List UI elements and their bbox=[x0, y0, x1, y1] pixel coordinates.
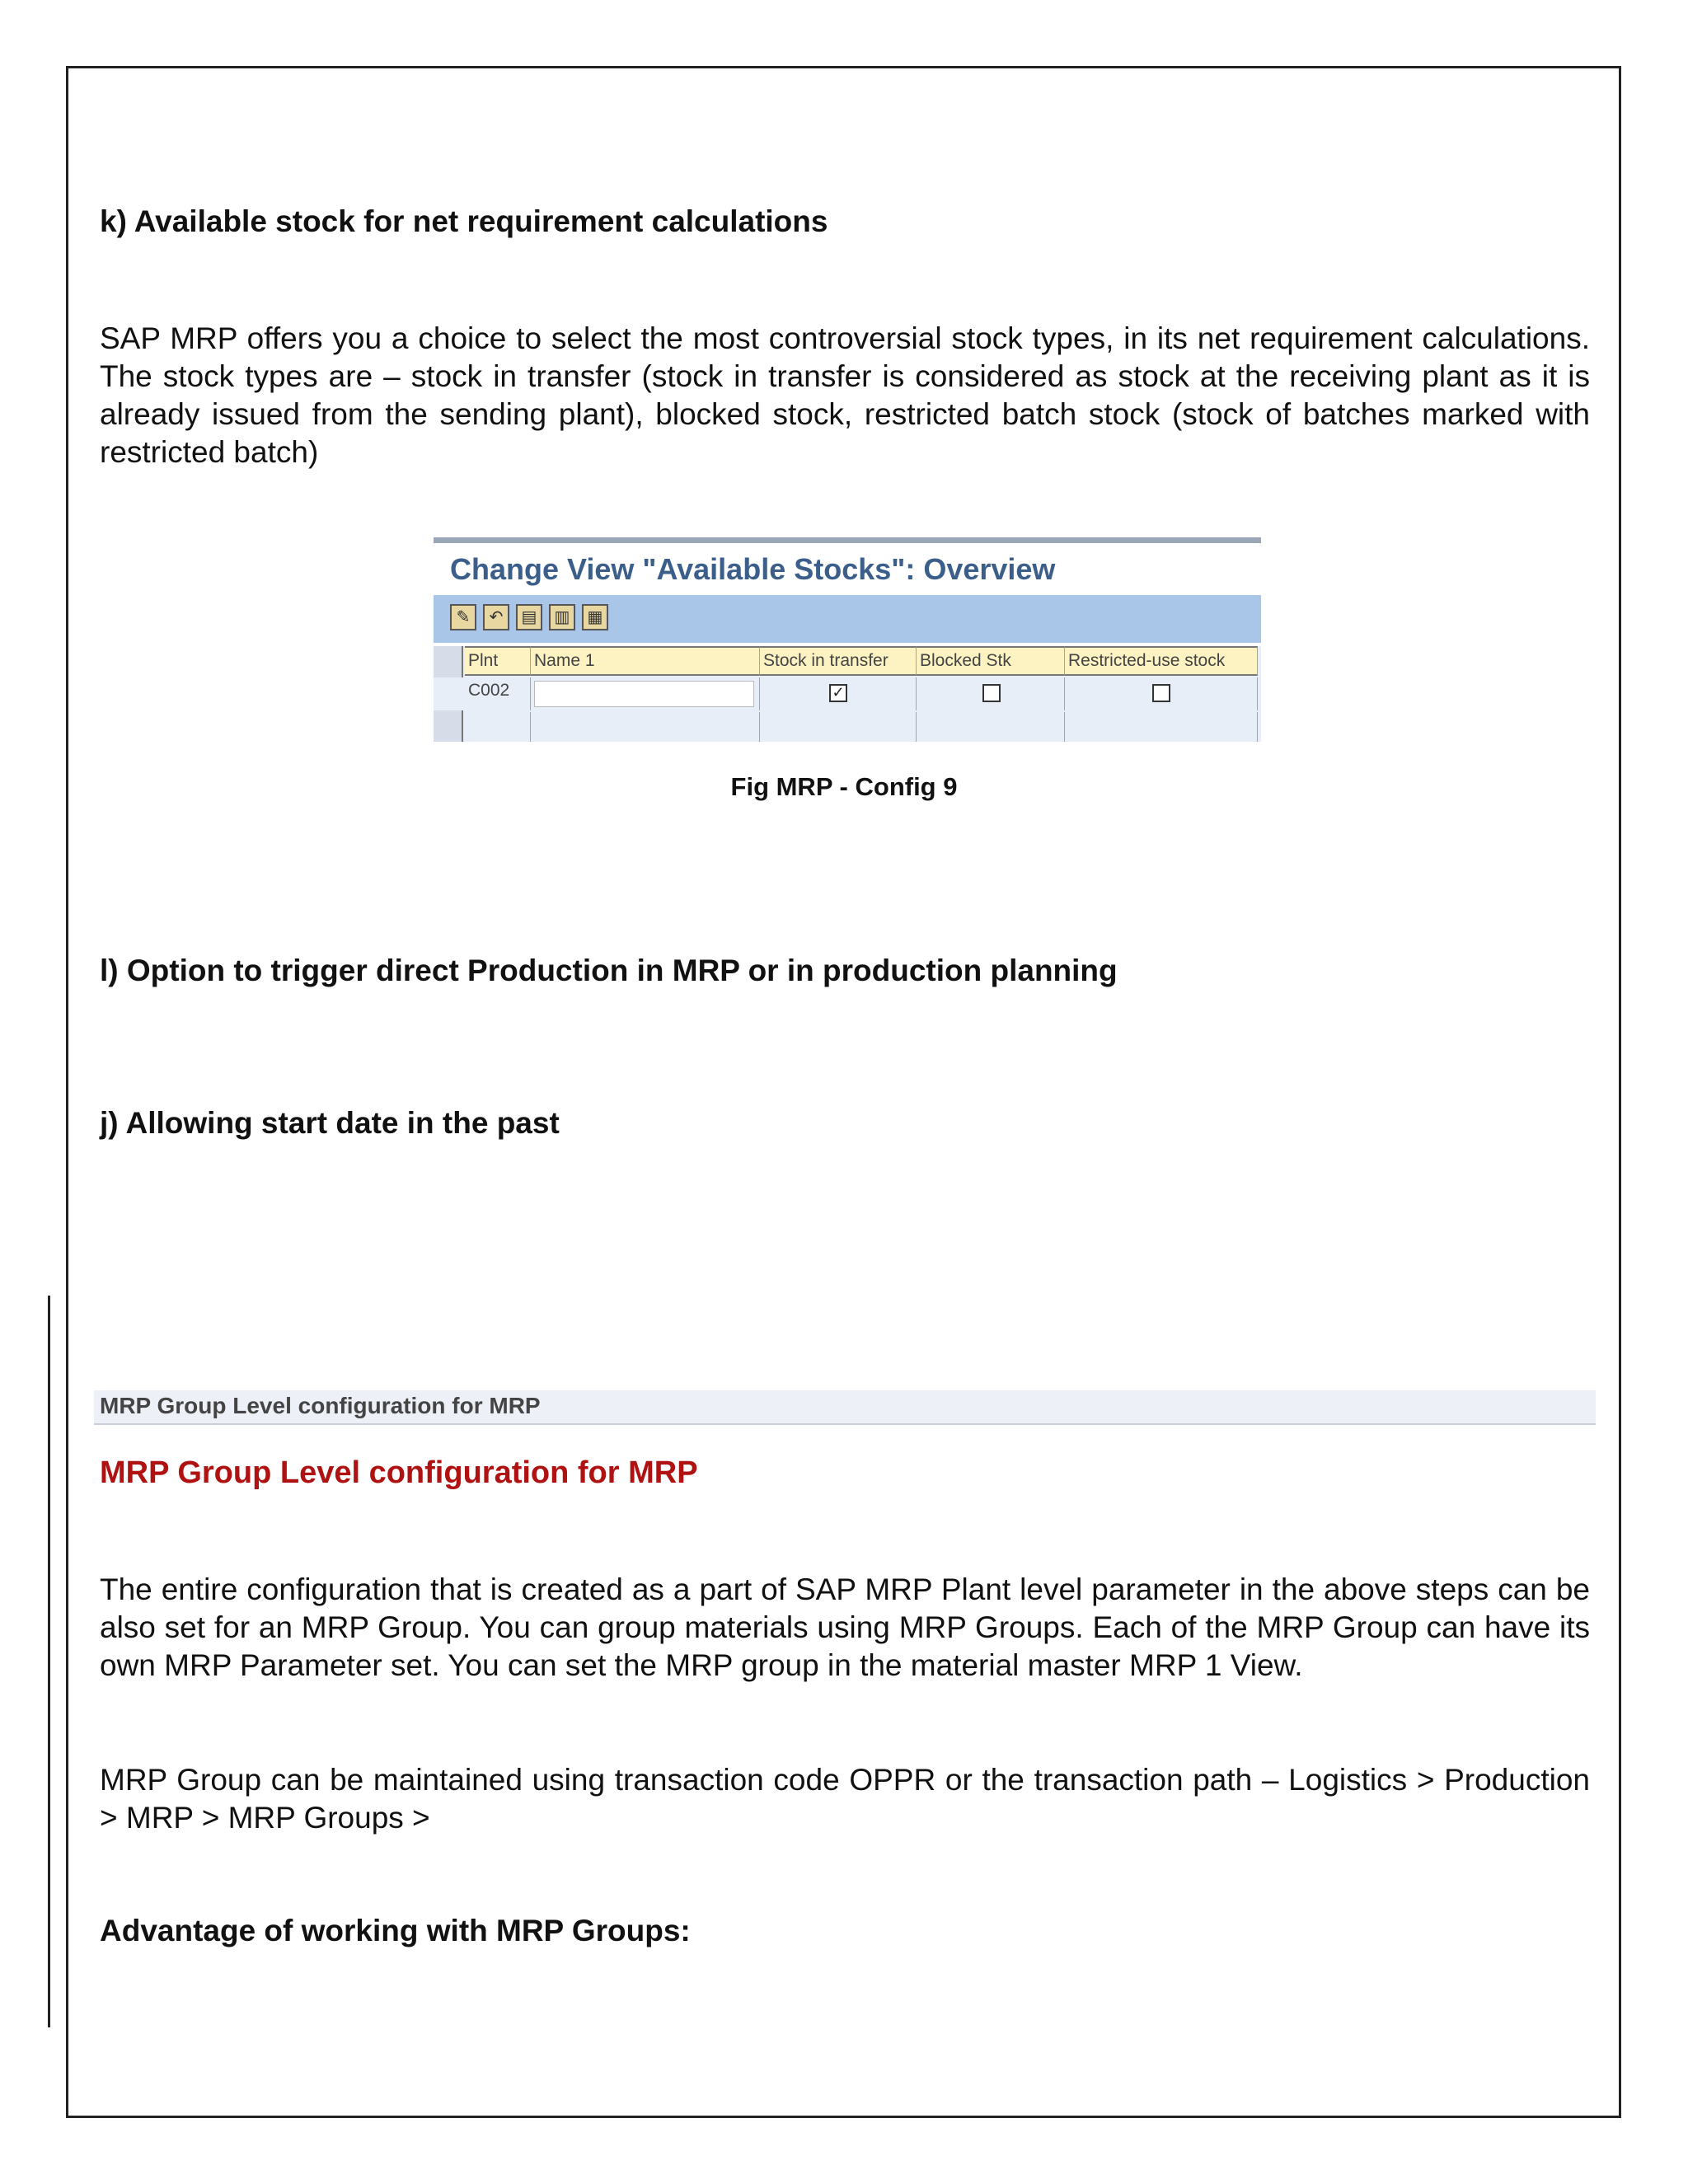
section-l-heading: l) Option to trigger direct Production in MRP or in production planning bbox=[100, 954, 1118, 987]
empty-cell bbox=[531, 712, 760, 742]
plant-cell[interactable]: C002 bbox=[465, 677, 531, 710]
figure-caption: Fig MRP - Config 9 bbox=[730, 772, 958, 801]
column-header-restricted-use-stock[interactable]: Restricted-use stock bbox=[1065, 646, 1258, 676]
section-k-paragraph: SAP MRP offers you a choice to select the most controversial stock types, in its net requirement calculations. The stock types are – stock in transfer (stock in transfer is considered as stock at the receiving plant as it is already issued from the sending plant), blocked stock, restricted batch stock (stock of batches marked with restricted batch) bbox=[100, 321, 1590, 469]
undo-icon[interactable]: ↶ bbox=[483, 604, 509, 630]
stock-in-transfer-cell bbox=[760, 677, 917, 710]
mrp-group-bar-title: MRP Group Level configuration for MRP bbox=[100, 1393, 541, 1418]
section-k-heading: k) Available stock for net requirement calculations bbox=[100, 204, 828, 238]
empty-cell bbox=[1065, 712, 1258, 742]
window-top-border bbox=[434, 537, 1261, 543]
edit-icon[interactable]: ✎ bbox=[450, 604, 476, 630]
blocked-stock-checkbox[interactable] bbox=[982, 684, 1001, 702]
empty-cell bbox=[465, 712, 531, 742]
name-input[interactable] bbox=[534, 681, 754, 707]
select-block-icon[interactable]: ▥ bbox=[549, 604, 575, 630]
column-header-stock-in-transfer[interactable]: Stock in transfer bbox=[760, 646, 917, 676]
advantage-heading: Advantage of working with MRP Groups: bbox=[100, 1914, 691, 1947]
stock-in-transfer-checkbox[interactable]: ✓ bbox=[829, 684, 847, 702]
blocked-stock-cell bbox=[917, 677, 1065, 710]
sap-toolbar bbox=[434, 595, 1261, 643]
sap-window-title: Change View "Available Stocks": Overview bbox=[450, 552, 1056, 586]
sap-screenshot-figure bbox=[434, 536, 1261, 742]
deselect-all-icon[interactable]: ▦ bbox=[582, 604, 608, 630]
select-all-icon[interactable]: ▤ bbox=[516, 604, 542, 630]
empty-cell bbox=[917, 712, 1065, 742]
table-row bbox=[434, 677, 1261, 710]
table-header-row bbox=[434, 646, 1261, 676]
section-j-heading: j) Allowing start date in the past bbox=[100, 1106, 560, 1140]
column-header-blocked-stock[interactable]: Blocked Stk bbox=[917, 646, 1065, 676]
restricted-use-stock-cell bbox=[1065, 677, 1258, 710]
mrp-group-section-bar bbox=[94, 1390, 1596, 1425]
table-row-empty bbox=[434, 712, 1261, 742]
column-header-name[interactable]: Name 1 bbox=[531, 646, 760, 676]
mrp-group-paragraph-1: The entire configuration that is created as a part of SAP MRP Plant level parameter in the above steps can be also set for an MRP Group. You can group materials using MRP Groups. Each of the MRP Group can have its own MRP Parameter set. You can set the MRP group in the material master MRP 1 View. bbox=[100, 1572, 1590, 1682]
column-header-plant[interactable]: Plnt bbox=[465, 646, 531, 676]
mrp-group-paragraph-2: MRP Group can be maintained using transaction code OPPR or the transaction path – Logistics > Production > MRP > MRP Groups > bbox=[100, 1763, 1590, 1835]
empty-cell bbox=[760, 712, 917, 742]
available-stocks-table bbox=[434, 646, 1261, 742]
restricted-use-stock-checkbox[interactable] bbox=[1152, 684, 1170, 702]
name-cell bbox=[531, 677, 760, 710]
change-bar bbox=[48, 1296, 50, 2027]
mrp-group-title: MRP Group Level configuration for MRP bbox=[100, 1455, 698, 1490]
